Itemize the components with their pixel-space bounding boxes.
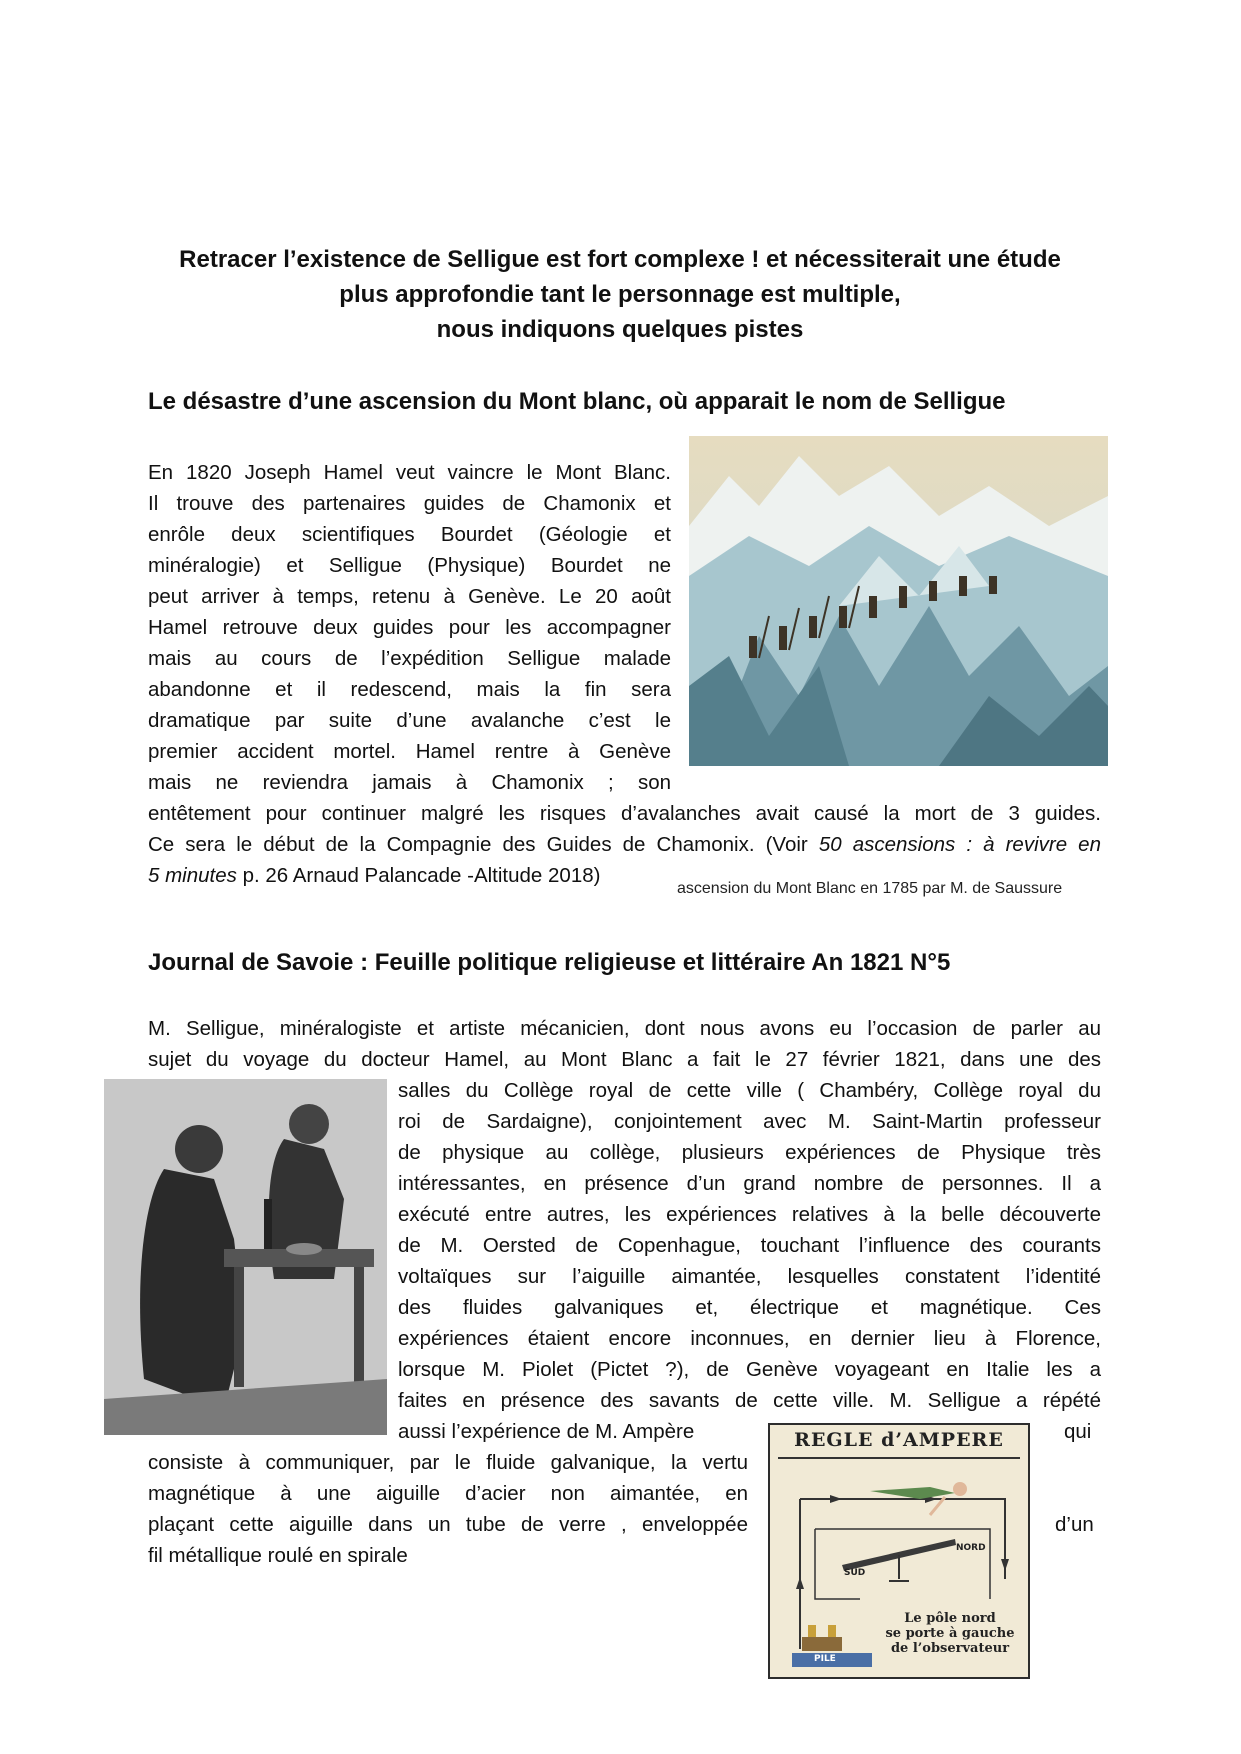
s2-word-dun: d’un — [1055, 1513, 1094, 1536]
s1-line-9: dramatique par suite d’une avalanche c’est le — [148, 709, 671, 732]
s2-line-1: M. Selligue, minéralogiste et artiste mécanicien, dont nous avons eu l’occasion de parler au — [148, 1017, 1101, 1040]
s1-line-4: minéralogie) et Selligue (Physique) Bourdet ne — [148, 554, 671, 577]
title-line-1: Retracer l’existence de Selligue est fort complexe ! et nécessiterait une étude — [179, 246, 1061, 273]
s2-line-6: intéressantes, en présence d’un grand nombre de personnes. Il a — [398, 1172, 1101, 1195]
title-line-3: nous indiquons quelques pistes — [436, 316, 804, 343]
s2-line-4: roi de Sardaigne), conjointement avec M. Saint-Martin professeur — [398, 1110, 1101, 1133]
s2-line-14: aussi l’expérience de M. Ampère — [398, 1420, 695, 1443]
note-line-2: se porte à gauche — [885, 1626, 1015, 1641]
s1-line-8: abandonne et il redescend, mais la fin sera — [148, 678, 671, 701]
label-pile: PILE — [814, 1654, 836, 1664]
s2-line-13: faites en présence des savants de cette ville. M. Selligue a répété — [398, 1389, 1101, 1412]
engraving-illustration — [104, 1079, 387, 1435]
label-sud: SUD — [844, 1568, 866, 1578]
s2-line-10: des fluides galvaniques et, électrique et magnétique. Ces — [398, 1296, 1101, 1319]
s1-line-6: Hamel retrouve deux guides pour les accompagner — [148, 616, 671, 639]
note-line-1: Le pôle nord — [904, 1611, 996, 1626]
s2-line-12: lorsque M. Piolet (Pictet ?), de Genève voyageant en Italie les a — [398, 1358, 1101, 1381]
s1-line-13: Ce sera le début de la Compagnie des Guides de Chamonix. (Voir 50 ascensions : à revivre en — [148, 833, 1101, 856]
s1-line-7: mais au cours de l’expédition Selligue malade — [148, 647, 671, 670]
s2-line-7: exécuté entre autres, les expériences relatives à la belle découverte — [398, 1203, 1101, 1226]
ampere-card-note — [880, 1611, 1020, 1656]
label-nord: NORD — [956, 1543, 986, 1553]
s2-word-qui: qui — [1064, 1420, 1092, 1443]
s1-line-10: premier accident mortel. Hamel rentre à Genève — [148, 740, 671, 763]
s2-line-18: fil métallique roulé en spirale — [148, 1544, 408, 1567]
s2-line-8: de M. Oersted de Copenhague, touchant l’influence des courants — [398, 1234, 1101, 1257]
mont-blanc-illustration — [689, 436, 1108, 766]
s2-line-15: consiste à communiquer, par le fluide galvanique, la vertu — [148, 1451, 748, 1474]
title-line-2: plus approfondie tant le personnage est multiple, — [339, 281, 901, 308]
s2-line-5: de physique au collège, plusieurs expériences de Physique très — [398, 1141, 1101, 1164]
section2-heading: Journal de Savoie : Feuille politique religieuse et littéraire An 1821 N°5 — [148, 949, 951, 976]
s2-line-3: salles du Collège royal de cette ville ( Chambéry, Collège royal du — [398, 1079, 1101, 1102]
s1-line-11: mais ne reviendra jamais à Chamonix ; son — [148, 771, 671, 794]
s1-line-14: 5 minutes p. 26 Arnaud Palancade -Altitude 2018) — [148, 864, 601, 887]
s2-line-16: magnétique à une aiguille d’acier non aimantée, en — [148, 1482, 748, 1505]
section1-heading: Le désastre d’une ascension du Mont blanc, où apparait le nom de Selligue — [148, 388, 1006, 415]
s2-line-2: sujet du voyage du docteur Hamel, au Mont Blanc a fait le 27 février 1821, dans une des — [148, 1048, 1101, 1071]
ampere-rule-card — [768, 1423, 1030, 1679]
ampere-card-title: REGLE d’AMPERE — [794, 1429, 1004, 1451]
s1-line-5: peut arriver à temps, retenu à Genève. Le 20 août — [148, 585, 671, 608]
s1-line-1: En 1820 Joseph Hamel veut vaincre le Mont Blanc. — [148, 461, 671, 484]
s1-line-2: Il trouve des partenaires guides de Chamonix et — [148, 492, 671, 515]
page-title — [120, 242, 1120, 347]
s2-line-9: voltaïques sur l’aiguille aimantée, lesquelles constatent l’identité — [398, 1265, 1101, 1288]
s2-line-17: plaçant cette aiguille dans un tube de verre , enveloppée — [148, 1513, 748, 1536]
s1-line-12: entêtement pour continuer malgré les risques d’avalanches avait causé la mort de 3 guides. — [148, 802, 1101, 825]
s2-line-11: expériences étaient encore inconnues, en dernier lieu à Florence, — [398, 1327, 1101, 1350]
note-line-3: de l’observateur — [890, 1641, 1010, 1656]
image-caption: ascension du Mont Blanc en 1785 par M. de Saussure — [677, 880, 1063, 897]
s1-line-3: enrôle deux scientifiques Bourdet (Géologie et — [148, 523, 671, 546]
